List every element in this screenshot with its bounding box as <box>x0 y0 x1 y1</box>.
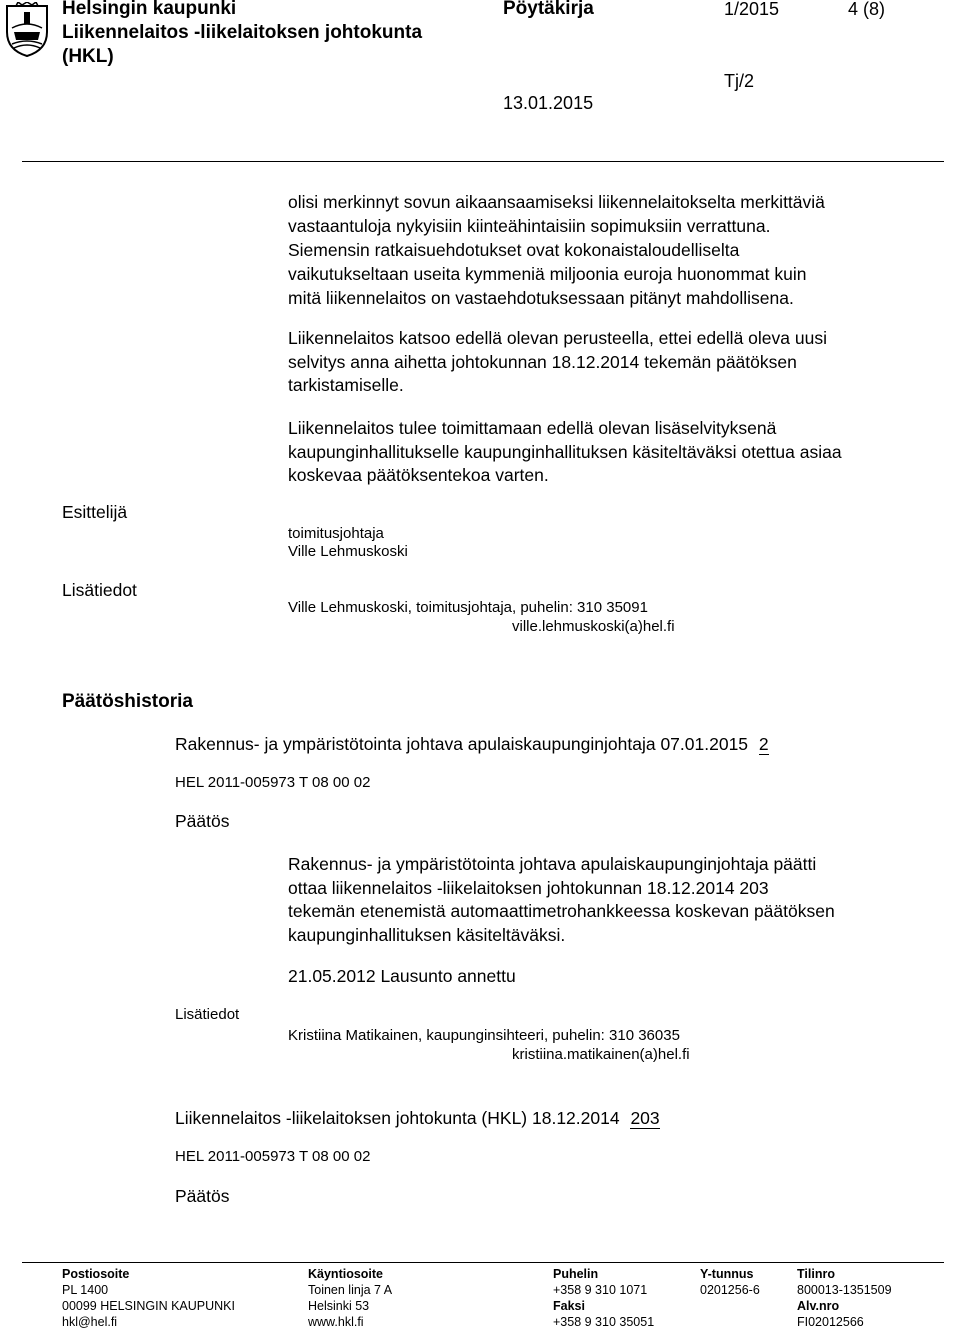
footer-postal-line2: 00099 HELSINGIN KAUPUNKI <box>62 1299 235 1313</box>
paragraph-2-line1: Liikennelaitos katsoo edellä olevan perusteella, ettei edellä oleva uusi <box>288 328 827 348</box>
footer-divider <box>22 1262 944 1263</box>
board-name-line1: Liikennelaitos -liikelaitoksen johtokunta <box>62 22 423 43</box>
footer-account <box>797 1266 892 1330</box>
contact-email: ville.lehmuskoski(a)hel.fi <box>512 618 675 635</box>
footer-vat-number: FI02012566 <box>797 1315 864 1329</box>
decision-line4: kaupunginhallituksen käsiteltäväksi. <box>288 925 566 945</box>
footer-business-id <box>700 1266 760 1298</box>
footer-account-number: 800013-1351509 <box>797 1283 892 1297</box>
history-info-label: Lisätiedot <box>175 1006 240 1023</box>
footer-account-label: Tilinro <box>797 1267 835 1281</box>
paragraph-1-line1: olisi merkinnyt sovun aikaansaamiseksi liikennelaitokselta merkittäviä <box>288 192 825 212</box>
decision-line2: ottaa liikennelaitos -liikelaitoksen johtokunnan 18.12.2014 203 <box>288 878 769 898</box>
paragraph-1-line4: vaikutukseltaan useita kymmeniä miljoonia euroja huonommat kuin <box>288 264 807 284</box>
meeting-date: 13.01.2015 <box>503 93 594 113</box>
footer-postal-label: Postiosoite <box>62 1267 130 1281</box>
footer-business-id-label: Y-tunnus <box>700 1267 754 1281</box>
presenter-title: toimitusjohtaja <box>288 525 384 542</box>
contact-info: Ville Lehmuskoski, toimitusjohtaja, puhelin: 310 35091 <box>288 599 648 616</box>
page-number: 4 (8) <box>848 0 886 19</box>
footer-visit-label: Käyntiosoite <box>308 1267 384 1281</box>
paragraph-1-line2: vastaantuloja nykyisiin kiinteähintaisiin sopimuksiin verrattuna. <box>288 216 771 236</box>
history-entry1-decision-label: Päätös <box>175 811 230 831</box>
footer-phone-number: +358 9 310 1071 <box>553 1283 648 1297</box>
footer-postal-line1: PL 1400 <box>62 1283 109 1297</box>
paragraph-2-line2: selvitys anna aihetta johtokunnan 18.12.2014 tekemän päätöksen <box>288 352 797 372</box>
info-label: Lisätiedot <box>62 580 137 600</box>
history-entry1-section: 2 <box>758 734 769 754</box>
paragraph-1-line3: Siemensin ratkaisuehdotukset ovat kokonaistaloudelliselta <box>288 240 740 260</box>
header-divider <box>22 161 944 162</box>
doc-type: Pöytäkirja <box>503 0 594 19</box>
presenter-name: Ville Lehmuskoski <box>288 543 408 560</box>
paragraph-3-line3: koskevaa päätöksentekoa varten. <box>288 465 549 485</box>
history-contact-info: Kristiina Matikainen, kaupunginsihteeri, puhelin: 310 36035 <box>288 1027 680 1044</box>
footer-vat-label: Alv.nro <box>797 1299 840 1313</box>
footer-visit-line2: Helsinki 53 <box>308 1299 370 1313</box>
footer-fax-number: +358 9 310 35051 <box>553 1315 655 1329</box>
presenter-label: Esittelijä <box>62 502 128 522</box>
history-entry2-title <box>175 1107 660 1130</box>
footer-postal <box>62 1266 235 1330</box>
history-entry1-title-text: Rakennus- ja ympäristötointa johtava apulaiskaupunginjohtaja 07.01.2015 <box>175 734 749 754</box>
history-entry2-title-text: Liikennelaitos -liikelaitoksen johtokunta (HKL) 18.12.2014 <box>175 1108 620 1128</box>
paragraph-3-line1: Liikennelaitos tulee toimittamaan edellä olevan lisäselvityksenä <box>288 418 777 438</box>
history-contact-email: kristiina.matikainen(a)hel.fi <box>512 1046 690 1063</box>
decision-line3: tekemän etenemistä automaattimetrohankkeessa koskevan päätöksen <box>288 901 835 921</box>
history-entry2-decision-label: Päätös <box>175 1186 230 1206</box>
footer-email: hkl@hel.fi <box>62 1315 118 1329</box>
footer-visit-line1: Toinen linja 7 A <box>308 1283 393 1297</box>
board-name-line2: (HKL) <box>62 46 114 67</box>
history-entry1-title <box>175 733 769 756</box>
paragraph-2-line3: tarkistamiselle. <box>288 375 404 395</box>
history-entry1-ref: HEL 2011-005973 T 08 00 02 <box>175 774 371 791</box>
statement-line: 21.05.2012 Lausunto annettu <box>288 966 516 986</box>
paragraph-1-line5: mitä liikennelaitos on vastaehdotuksessaan pitänyt mahdollisena. <box>288 288 794 308</box>
footer-visit <box>308 1266 392 1330</box>
issue-number: 1/2015 <box>724 0 780 19</box>
footer-phone-label: Puhelin <box>553 1267 599 1281</box>
org-name: Helsingin kaupunki <box>62 0 237 19</box>
history-heading: Päätöshistoria <box>62 691 193 712</box>
footer-phone <box>553 1266 654 1330</box>
footer-website: www.hkl.fi <box>308 1315 364 1329</box>
section-number: Tj/2 <box>724 71 755 91</box>
footer-business-id-value: 0201256-6 <box>700 1283 760 1297</box>
city-crest-logo <box>4 2 50 58</box>
footer-fax-label: Faksi <box>553 1299 585 1313</box>
decision-line1: Rakennus- ja ympäristötointa johtava apulaiskaupunginjohtaja päätti <box>288 854 817 874</box>
history-entry2-section: 203 <box>630 1108 660 1128</box>
history-entry2-ref: HEL 2011-005973 T 08 00 02 <box>175 1148 371 1165</box>
paragraph-3-line2: kaupunginhallitukselle kaupunginhallituksen käsiteltäväksi otettua asiaa <box>288 442 842 462</box>
